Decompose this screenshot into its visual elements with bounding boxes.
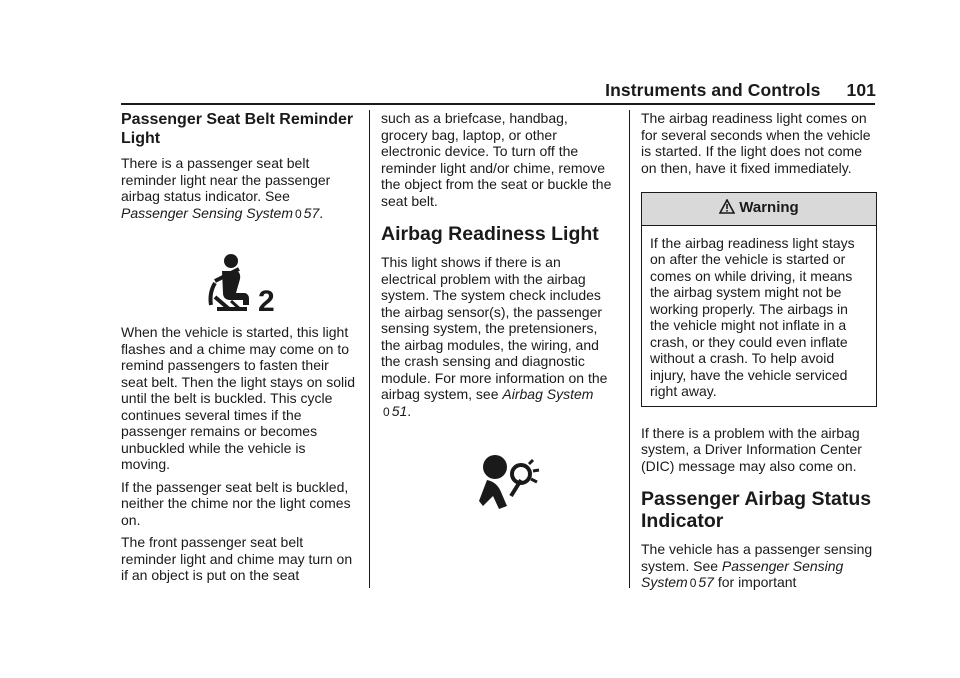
icon-label-2: 2	[258, 285, 275, 315]
warning-header	[642, 193, 876, 226]
paragraph: The front passenger seat belt reminder light and chime may turn on if an object is put on the seat	[121, 534, 353, 583]
warning-triangle-icon	[719, 199, 735, 219]
warning-box	[641, 192, 877, 407]
airbag-readiness-icon	[381, 426, 617, 516]
section-title: Instruments and Controls	[605, 80, 821, 100]
page-ref-icon: 0	[383, 404, 390, 419]
page-header	[0, 80, 876, 101]
paragraph: The vehicle has a passenger sensing system. See Passenger Sensing System 0 57 for important	[641, 541, 873, 590]
paragraph: such as a briefcase, handbag, grocery bag, laptop, or other electronic device. To turn off the reminder light and/or chime, remove the object from the seat or buckle the seat belt.	[381, 110, 612, 209]
cross-reference-link[interactable]: Passenger Sensing System	[121, 204, 293, 221]
paragraph: There is a passenger seat belt reminder light near the passenger airbag status indicator. See Passenger Sensing System 0 57.	[121, 155, 331, 221]
column-3	[641, 110, 877, 598]
paragraph: If there is a problem with the airbag system, a Driver Information Center (DIC) message may also come on.	[641, 424, 862, 474]
page-number: 101	[846, 80, 876, 100]
cross-reference-link[interactable]: Passenger Sensing System	[641, 557, 844, 590]
page-ref-icon: 0	[689, 576, 697, 590]
paragraph: If the passenger seat belt is buckled, neither the chime nor the light comes on.	[121, 478, 351, 528]
paragraph: When the vehicle is started, this light flashes and a chime may come on to remind passengers to fasten their seat belt. Then the light stays on solid until the belt is buckled. This cycle continues several times if the passenger remains or becomes unbuckled while the vehicle is moving.	[121, 324, 355, 472]
seat-belt-reminder-heading: Passenger Seat Belt Reminder Light	[121, 111, 354, 147]
page-ref-number[interactable]: 57	[698, 574, 714, 590]
passenger-airbag-status-heading: Passenger Airbag Status Indicator	[641, 488, 872, 532]
warning-title: Warning	[739, 199, 799, 216]
seat-belt-reminder-icon	[121, 228, 357, 324]
cross-reference-link[interactable]: Airbag System	[502, 386, 594, 402]
column-2	[381, 110, 617, 516]
paragraph: This light shows if there is an electrical problem with the airbag system. The system check includes the airbag sensor(s), the passenger sensing system, the pretensioners, the airbag modules, the wiring, and the crash sensing and diagnostic module. For more information on the airbag system, see Airbag System 0 51.	[381, 254, 608, 419]
paragraph: The airbag readiness light comes on for several seconds when the vehicle is started. If the light does not come on then, have it fixed immediately.	[641, 110, 871, 176]
header-rule	[121, 103, 875, 105]
column-divider	[629, 110, 630, 588]
warning-body: If the airbag readiness light stays on after the vehicle is started or comes on while driving, it means the airbag system might not be working properly. The airbags in the vehicle might not inflate in a crash, or they could even inflate without a crash. To help avoid injury, have the vehicle serviced right away.	[650, 234, 855, 399]
page-ref-number[interactable]: 51	[391, 402, 408, 419]
column-1	[121, 110, 357, 590]
airbag-readiness-heading: Airbag Readiness Light	[381, 223, 599, 245]
page-ref-icon: 0	[294, 206, 302, 221]
column-divider	[369, 110, 370, 588]
page-ref-number[interactable]: 57	[303, 204, 320, 221]
